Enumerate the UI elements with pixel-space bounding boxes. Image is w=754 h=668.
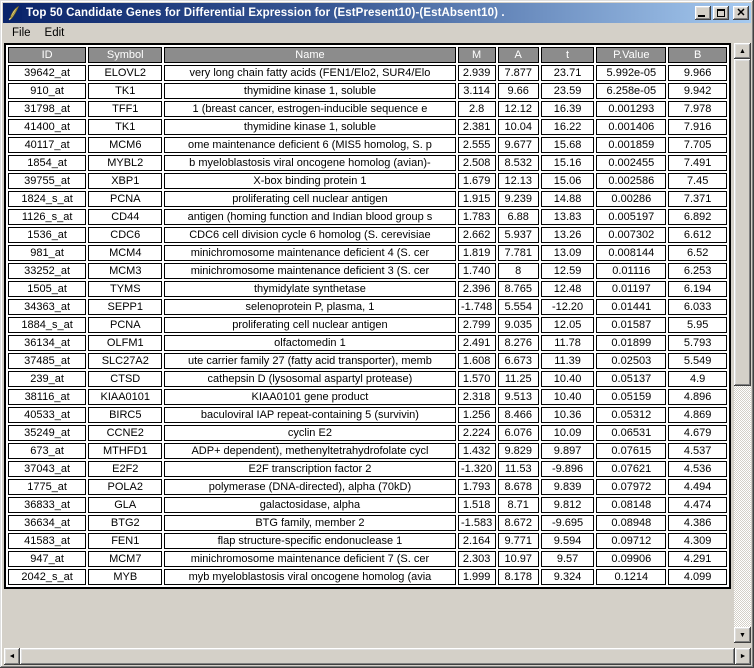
cell-p-value: 0.07972 xyxy=(596,479,666,495)
cell-t: 10.09 xyxy=(541,425,595,441)
cell-a: 9.66 xyxy=(498,83,539,99)
cell-m: 1.783 xyxy=(458,209,496,225)
scroll-down-button[interactable] xyxy=(734,627,751,643)
cell-a: 7.781 xyxy=(498,245,539,261)
cell-p-value: 0.007302 xyxy=(596,227,666,243)
cell-b: 5.793 xyxy=(668,335,727,351)
cell-m: 1.256 xyxy=(458,407,496,423)
cell-p-value: 0.002455 xyxy=(596,155,666,171)
menu-file[interactable]: File xyxy=(12,26,31,39)
table-row[interactable] xyxy=(8,65,727,81)
cell-name: ADP+ dependent), methenyltetrahydrofolate cycl xyxy=(164,443,455,459)
cell-a: 9.239 xyxy=(498,191,539,207)
cell-a: 6.673 xyxy=(498,353,539,369)
cell-m: 2.224 xyxy=(458,425,496,441)
gene-table xyxy=(6,45,729,587)
cell-name: flap structure-specific endonuclease 1 xyxy=(164,533,455,549)
cell-b: 4.896 xyxy=(668,389,727,405)
cell-id: 1775_at xyxy=(8,479,86,495)
cell-a: 12.12 xyxy=(498,101,539,117)
cell-m: -1.583 xyxy=(458,515,496,531)
cell-m: 1.915 xyxy=(458,191,496,207)
cell-name: minichromosome maintenance deficient 4 (S. cer xyxy=(164,245,455,261)
table-row[interactable] xyxy=(8,461,727,477)
cell-name: CDC6 cell division cycle 6 homolog (S. cerevisiae xyxy=(164,227,455,243)
cell-t: 15.06 xyxy=(541,173,595,189)
cell-t: 23.71 xyxy=(541,65,595,81)
client-area xyxy=(3,42,751,665)
cell-b: 4.537 xyxy=(668,443,727,459)
column-header-id: ID xyxy=(8,47,86,63)
cell-b: 9.942 xyxy=(668,83,727,99)
cell-symbol: PCNA xyxy=(88,317,162,333)
cell-name: selenoprotein P, plasma, 1 xyxy=(164,299,455,315)
cell-p-value: 0.01116 xyxy=(596,263,666,279)
cell-a: 8.765 xyxy=(498,281,539,297)
cell-a: 9.513 xyxy=(498,389,539,405)
cell-p-value: 0.01197 xyxy=(596,281,666,297)
column-header-symbol: Symbol xyxy=(88,47,162,63)
cell-a: 8.678 xyxy=(498,479,539,495)
cell-name: proliferating cell nuclear antigen xyxy=(164,317,455,333)
cell-name: baculoviral IAP repeat-containing 5 (survivin) xyxy=(164,407,455,423)
cell-p-value: 0.09906 xyxy=(596,551,666,567)
cell-t: 13.83 xyxy=(541,209,595,225)
cell-symbol: TYMS xyxy=(88,281,162,297)
cell-id: 41583_at xyxy=(8,533,86,549)
table-row[interactable] xyxy=(8,389,727,405)
cell-b: 4.536 xyxy=(668,461,727,477)
table-header-row xyxy=(8,47,727,63)
table-row[interactable] xyxy=(8,443,727,459)
column-header-pvalue: P.Value xyxy=(596,47,666,63)
cell-symbol: E2F2 xyxy=(88,461,162,477)
cell-symbol: KIAA0101 xyxy=(88,389,162,405)
cell-id: 41400_at xyxy=(8,119,86,135)
cell-m: 2.303 xyxy=(458,551,496,567)
cell-name: BTG family, member 2 xyxy=(164,515,455,531)
cell-p-value: 0.01587 xyxy=(596,317,666,333)
cell-name: thymidine kinase 1, soluble xyxy=(164,119,455,135)
cell-b: 4.291 xyxy=(668,551,727,567)
cell-b: 4.386 xyxy=(668,515,727,531)
cell-name: KIAA0101 gene product xyxy=(164,389,455,405)
cell-symbol: BTG2 xyxy=(88,515,162,531)
cell-m: 1.740 xyxy=(458,263,496,279)
cell-symbol: FEN1 xyxy=(88,533,162,549)
cell-b: 7.705 xyxy=(668,137,727,153)
cell-t: 9.594 xyxy=(541,533,595,549)
table-row[interactable] xyxy=(8,119,727,135)
arrow-down-icon: ▼ xyxy=(739,631,746,639)
cell-id: 673_at xyxy=(8,443,86,459)
cell-p-value: 0.07615 xyxy=(596,443,666,459)
cell-symbol: XBP1 xyxy=(88,173,162,189)
cell-m: 2.164 xyxy=(458,533,496,549)
column-header-t: t xyxy=(541,47,595,63)
cell-t: 16.22 xyxy=(541,119,595,135)
cell-id: 2042_s_at xyxy=(8,569,86,585)
table-row[interactable] xyxy=(8,281,727,297)
cell-symbol: CTSD xyxy=(88,371,162,387)
table-row[interactable] xyxy=(8,335,727,351)
cell-name: minichromosome maintenance deficient 3 (S. cer xyxy=(164,263,455,279)
cell-t: 9.897 xyxy=(541,443,595,459)
minimize-button[interactable] xyxy=(695,6,711,20)
cell-name: X-box binding protein 1 xyxy=(164,173,455,189)
cell-p-value: 0.07621 xyxy=(596,461,666,477)
cell-id: 37485_at xyxy=(8,353,86,369)
cell-m: 1.999 xyxy=(458,569,496,585)
cell-id: 1505_at xyxy=(8,281,86,297)
cell-p-value: 0.00286 xyxy=(596,191,666,207)
vertical-scrollbar-thumb[interactable] xyxy=(734,59,751,386)
cell-m: 1.679 xyxy=(458,173,496,189)
cell-symbol: SLC27A2 xyxy=(88,353,162,369)
cell-id: 35249_at xyxy=(8,425,86,441)
cell-a: 11.53 xyxy=(498,461,539,477)
cell-id: 39642_at xyxy=(8,65,86,81)
cell-name: polymerase (DNA-directed), alpha (70kD) xyxy=(164,479,455,495)
cell-a: 7.877 xyxy=(498,65,539,81)
cell-a: 8.276 xyxy=(498,335,539,351)
cell-p-value: 0.06531 xyxy=(596,425,666,441)
vertical-scrollbar-track[interactable] xyxy=(734,386,751,627)
arrow-right-icon: ► xyxy=(739,653,747,660)
cell-b: 6.892 xyxy=(668,209,727,225)
cell-b: 4.474 xyxy=(668,497,727,513)
cell-a: 10.04 xyxy=(498,119,539,135)
cell-id: 1854_at xyxy=(8,155,86,171)
cell-m: 2.381 xyxy=(458,119,496,135)
cell-name: antigen (homing function and Indian blood group s xyxy=(164,209,455,225)
cell-p-value: 0.02503 xyxy=(596,353,666,369)
cell-m: 3.114 xyxy=(458,83,496,99)
cell-p-value: 0.01441 xyxy=(596,299,666,315)
cell-name: very long chain fatty acids (FEN1/Elo2, SUR4/Elo xyxy=(164,65,455,81)
table-row[interactable] xyxy=(8,83,727,99)
table-row[interactable] xyxy=(8,569,727,585)
tk-feather-icon xyxy=(6,5,22,21)
cell-b: 4.099 xyxy=(668,569,727,585)
cell-name: olfactomedin 1 xyxy=(164,335,455,351)
cell-symbol: POLA2 xyxy=(88,479,162,495)
cell-t: 13.26 xyxy=(541,227,595,243)
table-row[interactable] xyxy=(8,263,727,279)
cell-m: 2.662 xyxy=(458,227,496,243)
cell-a: 9.035 xyxy=(498,317,539,333)
cell-id: 239_at xyxy=(8,371,86,387)
cell-t: 10.36 xyxy=(541,407,595,423)
cell-symbol: MCM7 xyxy=(88,551,162,567)
cell-t: 23.59 xyxy=(541,83,595,99)
window-title: Top 50 Candidate Genes for Differential Expression for (EstPresent10)-(EstAbsent10) . xyxy=(26,7,505,19)
close-icon: ✕ xyxy=(736,7,746,19)
cell-b: 4.869 xyxy=(668,407,727,423)
cell-a: 8.532 xyxy=(498,155,539,171)
cell-b: 5.549 xyxy=(668,353,727,369)
cell-id: 36833_at xyxy=(8,497,86,513)
cell-m: 2.555 xyxy=(458,137,496,153)
table-row[interactable] xyxy=(8,551,727,567)
cell-t: 12.05 xyxy=(541,317,595,333)
cell-m: 2.799 xyxy=(458,317,496,333)
table-row[interactable] xyxy=(8,479,727,495)
scroll-up-button[interactable] xyxy=(734,43,751,59)
cell-t: 9.57 xyxy=(541,551,595,567)
table-row[interactable] xyxy=(8,191,727,207)
cell-m: 2.318 xyxy=(458,389,496,405)
cell-a: 9.677 xyxy=(498,137,539,153)
cell-m: 1.570 xyxy=(458,371,496,387)
cell-name: proliferating cell nuclear antigen xyxy=(164,191,455,207)
cell-symbol: TK1 xyxy=(88,83,162,99)
cell-symbol: PCNA xyxy=(88,191,162,207)
cell-a: 8.71 xyxy=(498,497,539,513)
arrow-up-icon: ▲ xyxy=(739,47,746,55)
cell-p-value: 0.001406 xyxy=(596,119,666,135)
cell-t: 12.59 xyxy=(541,263,595,279)
cell-p-value: 0.05159 xyxy=(596,389,666,405)
cell-t: 13.09 xyxy=(541,245,595,261)
cell-m: -1.320 xyxy=(458,461,496,477)
cell-b: 4.679 xyxy=(668,425,727,441)
cell-b: 7.916 xyxy=(668,119,727,135)
cell-a: 11.25 xyxy=(498,371,539,387)
cell-b: 4.9 xyxy=(668,371,727,387)
cell-name: thymidine kinase 1, soluble xyxy=(164,83,455,99)
cell-symbol: MCM4 xyxy=(88,245,162,261)
cell-name: E2F transcription factor 2 xyxy=(164,461,455,477)
cell-symbol: OLFM1 xyxy=(88,335,162,351)
cell-t: 11.39 xyxy=(541,353,595,369)
column-header-m: M xyxy=(458,47,496,63)
menu-bar xyxy=(3,23,751,42)
cell-name: cyclin E2 xyxy=(164,425,455,441)
cell-id: 33252_at xyxy=(8,263,86,279)
cell-a: 9.829 xyxy=(498,443,539,459)
cell-p-value: 0.001859 xyxy=(596,137,666,153)
cell-id: 1884_s_at xyxy=(8,317,86,333)
cell-m: 2.396 xyxy=(458,281,496,297)
cell-a: 9.771 xyxy=(498,533,539,549)
cell-m: 1.518 xyxy=(458,497,496,513)
table-row[interactable] xyxy=(8,173,727,189)
cell-symbol: MYBL2 xyxy=(88,155,162,171)
cell-id: 37043_at xyxy=(8,461,86,477)
cell-id: 981_at xyxy=(8,245,86,261)
cell-id: 1536_at xyxy=(8,227,86,243)
cell-symbol: TFF1 xyxy=(88,101,162,117)
cell-m: 2.508 xyxy=(458,155,496,171)
cell-a: 5.554 xyxy=(498,299,539,315)
column-header-a: A xyxy=(498,47,539,63)
cell-id: 40533_at xyxy=(8,407,86,423)
menu-edit[interactable]: Edit xyxy=(44,26,65,39)
cell-id: 947_at xyxy=(8,551,86,567)
maximize-icon xyxy=(717,9,725,17)
cell-symbol: CDC6 xyxy=(88,227,162,243)
cell-p-value: 0.08948 xyxy=(596,515,666,531)
cell-name: myb myeloblastosis viral oncogene homolog (avia xyxy=(164,569,455,585)
cell-t: -9.695 xyxy=(541,515,595,531)
cell-t: 9.812 xyxy=(541,497,595,513)
cell-b: 9.966 xyxy=(668,65,727,81)
cell-m: 2.8 xyxy=(458,101,496,117)
cell-p-value: 0.1214 xyxy=(596,569,666,585)
cell-symbol: MYB xyxy=(88,569,162,585)
cell-id: 36634_at xyxy=(8,515,86,531)
title-bar[interactable] xyxy=(3,3,751,23)
cell-t: 10.40 xyxy=(541,389,595,405)
cell-a: 5.937 xyxy=(498,227,539,243)
cell-b: 7.978 xyxy=(668,101,727,117)
minimize-icon xyxy=(698,15,705,17)
cell-p-value: 5.992e-05 xyxy=(596,65,666,81)
gene-table-frame xyxy=(4,43,731,589)
cell-t: 9.324 xyxy=(541,569,595,585)
scroll-right-button[interactable] xyxy=(735,648,751,665)
cell-p-value: 6.258e-05 xyxy=(596,83,666,99)
gene-table-body xyxy=(8,65,727,585)
cell-t: 15.16 xyxy=(541,155,595,171)
cell-name: b myeloblastosis viral oncogene homolog (avian)- xyxy=(164,155,455,171)
cell-p-value: 0.005197 xyxy=(596,209,666,225)
cell-m: 1.432 xyxy=(458,443,496,459)
cell-id: 31798_at xyxy=(8,101,86,117)
cell-name: galactosidase, alpha xyxy=(164,497,455,513)
cell-b: 5.95 xyxy=(668,317,727,333)
table-row[interactable] xyxy=(8,227,727,243)
cell-a: 6.88 xyxy=(498,209,539,225)
cell-a: 10.97 xyxy=(498,551,539,567)
cell-symbol: GLA xyxy=(88,497,162,513)
cell-b: 6.612 xyxy=(668,227,727,243)
table-row[interactable] xyxy=(8,371,727,387)
cell-b: 4.494 xyxy=(668,479,727,495)
cell-b: 6.253 xyxy=(668,263,727,279)
column-header-name: Name xyxy=(164,47,455,63)
cell-id: 38116_at xyxy=(8,389,86,405)
scroll-left-button[interactable] xyxy=(4,648,20,665)
table-row[interactable] xyxy=(8,209,727,225)
cell-p-value: 0.05312 xyxy=(596,407,666,423)
horizontal-scrollbar-thumb[interactable] xyxy=(20,648,735,665)
cell-b: 7.491 xyxy=(668,155,727,171)
table-row[interactable] xyxy=(8,101,727,117)
cell-id: 1126_s_at xyxy=(8,209,86,225)
cell-t: -9.896 xyxy=(541,461,595,477)
close-button[interactable] xyxy=(733,6,749,20)
cell-symbol: BIRC5 xyxy=(88,407,162,423)
cell-b: 6.033 xyxy=(668,299,727,315)
cell-b: 4.309 xyxy=(668,533,727,549)
cell-t: 10.40 xyxy=(541,371,595,387)
cell-name: ome maintenance deficient 6 (MIS5 homolog, S. p xyxy=(164,137,455,153)
cell-name: 1 (breast cancer, estrogen-inducible sequence e xyxy=(164,101,455,117)
cell-symbol: ELOVL2 xyxy=(88,65,162,81)
cell-p-value: 0.001293 xyxy=(596,101,666,117)
cell-symbol: CCNE2 xyxy=(88,425,162,441)
maximize-button[interactable] xyxy=(713,6,729,20)
cell-id: 1824_s_at xyxy=(8,191,86,207)
cell-p-value: 0.08148 xyxy=(596,497,666,513)
table-row[interactable] xyxy=(8,245,727,261)
cell-p-value: 0.002586 xyxy=(596,173,666,189)
table-row[interactable] xyxy=(8,137,727,153)
cell-a: 8.466 xyxy=(498,407,539,423)
vertical-scrollbar[interactable] xyxy=(734,43,751,643)
cell-m: 1.793 xyxy=(458,479,496,495)
cell-p-value: 0.09712 xyxy=(596,533,666,549)
cell-b: 7.45 xyxy=(668,173,727,189)
cell-t: 9.839 xyxy=(541,479,595,495)
cell-symbol: MTHFD1 xyxy=(88,443,162,459)
cell-b: 6.194 xyxy=(668,281,727,297)
cell-t: 15.68 xyxy=(541,137,595,153)
cell-t: 11.78 xyxy=(541,335,595,351)
cell-symbol: MCM6 xyxy=(88,137,162,153)
cell-id: 39755_at xyxy=(8,173,86,189)
table-row[interactable] xyxy=(8,353,727,369)
cell-b: 7.371 xyxy=(668,191,727,207)
table-row[interactable] xyxy=(8,425,727,441)
cell-m: -1.748 xyxy=(458,299,496,315)
cell-m: 2.491 xyxy=(458,335,496,351)
cell-name: thymidylate synthetase xyxy=(164,281,455,297)
cell-id: 36134_at xyxy=(8,335,86,351)
table-row[interactable] xyxy=(8,299,727,315)
cell-a: 8.178 xyxy=(498,569,539,585)
cell-m: 1.608 xyxy=(458,353,496,369)
cell-t: 14.88 xyxy=(541,191,595,207)
table-row[interactable] xyxy=(8,497,727,513)
cell-id: 910_at xyxy=(8,83,86,99)
cell-b: 6.52 xyxy=(668,245,727,261)
cell-t: 16.39 xyxy=(541,101,595,117)
cell-name: ute carrier family 27 (fatty acid transporter), memb xyxy=(164,353,455,369)
column-header-b: B xyxy=(668,47,727,63)
cell-id: 40117_at xyxy=(8,137,86,153)
cell-t: 12.48 xyxy=(541,281,595,297)
cell-symbol: MCM3 xyxy=(88,263,162,279)
arrow-left-icon: ◄ xyxy=(8,653,16,660)
cell-m: 1.819 xyxy=(458,245,496,261)
table-row[interactable] xyxy=(8,317,727,333)
cell-m: 2.939 xyxy=(458,65,496,81)
cell-a: 6.076 xyxy=(498,425,539,441)
table-row[interactable] xyxy=(8,407,727,423)
table-row[interactable] xyxy=(8,515,727,531)
table-row[interactable] xyxy=(8,155,727,171)
cell-symbol: TK1 xyxy=(88,119,162,135)
cell-p-value: 0.008144 xyxy=(596,245,666,261)
cell-id: 34363_at xyxy=(8,299,86,315)
horizontal-scrollbar[interactable] xyxy=(4,648,751,665)
cell-symbol: SEPP1 xyxy=(88,299,162,315)
cell-p-value: 0.01899 xyxy=(596,335,666,351)
cell-symbol: CD44 xyxy=(88,209,162,225)
cell-a: 8.672 xyxy=(498,515,539,531)
cell-t: -12.20 xyxy=(541,299,595,315)
cell-name: cathepsin D (lysosomal aspartyl protease) xyxy=(164,371,455,387)
cell-a: 8 xyxy=(498,263,539,279)
table-row[interactable] xyxy=(8,533,727,549)
cell-name: minichromosome maintenance deficient 7 (S. cer xyxy=(164,551,455,567)
cell-a: 12.13 xyxy=(498,173,539,189)
cell-p-value: 0.05137 xyxy=(596,371,666,387)
